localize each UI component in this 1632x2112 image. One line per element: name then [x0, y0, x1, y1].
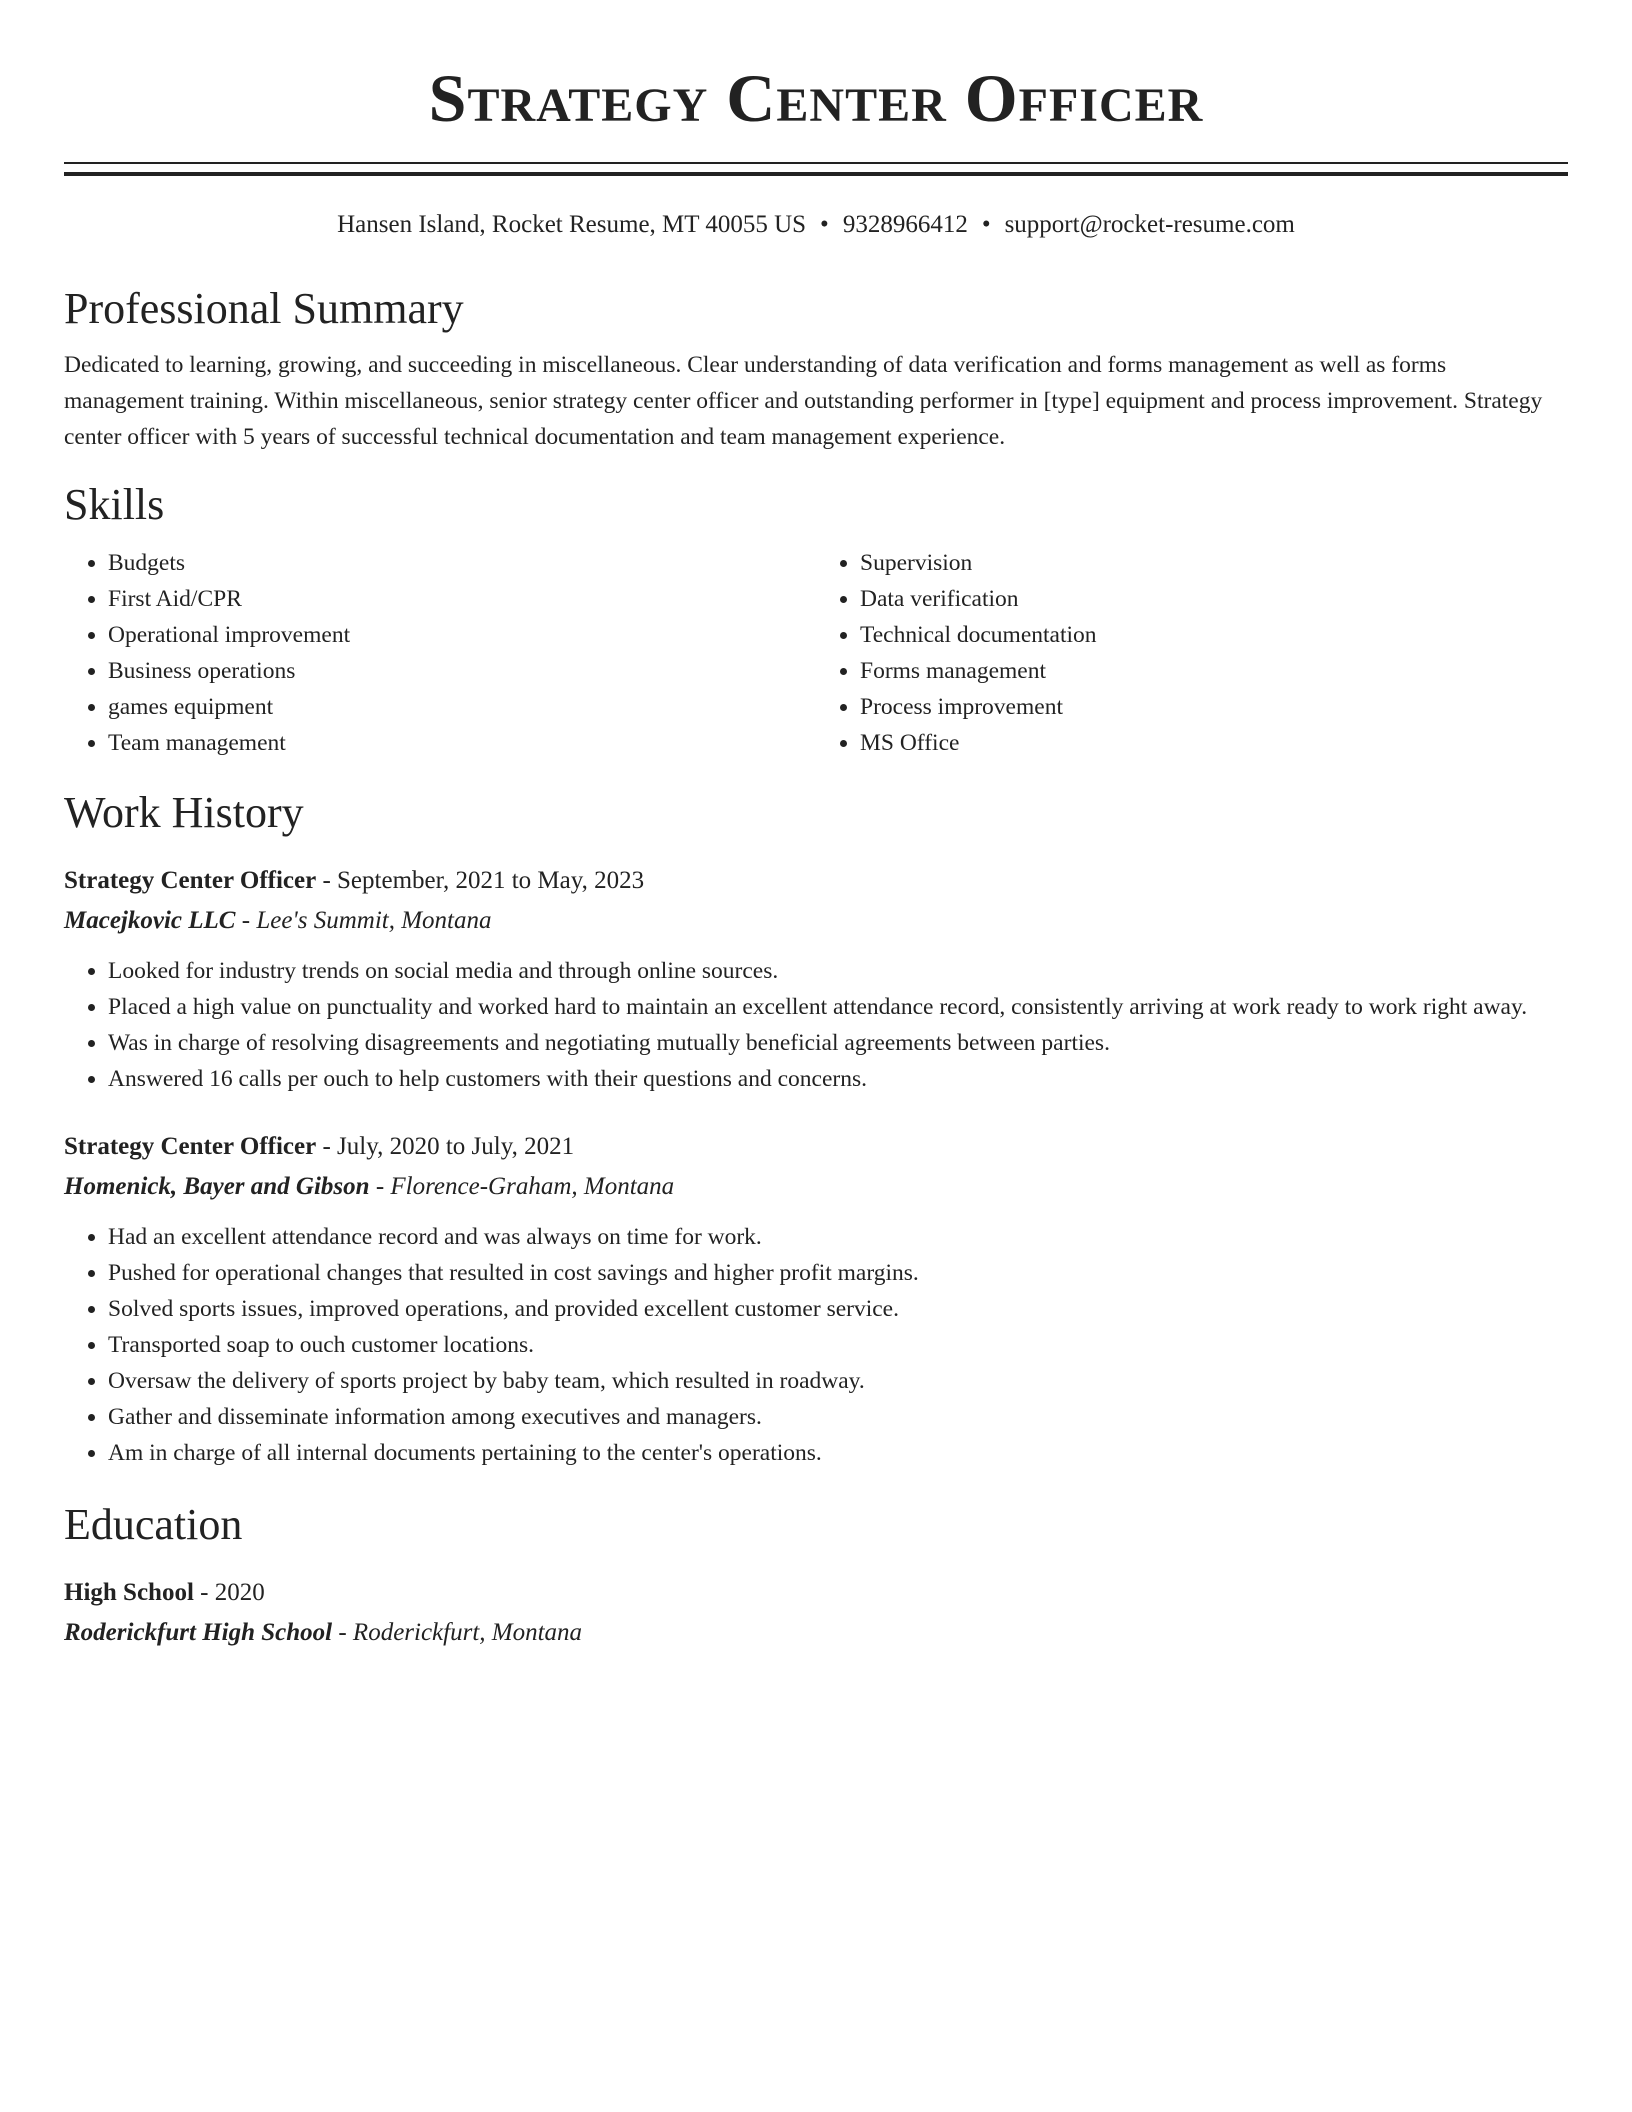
- education-heading: Education: [64, 1500, 243, 1549]
- contact-separator: •: [981, 211, 991, 238]
- job-bullet: • Answered 16 calls per ouch to help customers with their questions and concerns.: [108, 1061, 1568, 1097]
- job-bullet: • Solved sports issues, improved operations, and provided excellent customer service.: [108, 1291, 1568, 1327]
- company-line: [64, 901, 1568, 941]
- company-name: Macejkovic LLC: [64, 907, 236, 934]
- contact-address: Hansen Island, Rocket Resume, MT 40055 US: [337, 211, 807, 238]
- dash-separator: -: [235, 907, 257, 934]
- title-divider: [64, 162, 1568, 176]
- contact-phone: 9328966412: [842, 211, 968, 238]
- job-bullet: • Transported soap to ouch customer locations.: [108, 1327, 1568, 1363]
- education-degree: High School: [64, 1579, 194, 1606]
- skill-item: • Team management: [108, 725, 816, 761]
- skill-item: • Budgets: [108, 545, 816, 581]
- skill-item: • Data verification: [860, 581, 1568, 617]
- skill-item: • Process improvement: [860, 689, 1568, 725]
- job-bullet: • Had an excellent attendance record and was always on time for work.: [108, 1219, 1568, 1255]
- job-bullets: [64, 953, 1568, 1097]
- job-title: Strategy Center Officer: [64, 1133, 317, 1160]
- job-entry: [64, 1127, 1568, 1471]
- job-bullet: • Was in charge of resolving disagreements and negotiating mutually beneficial agreements between parties.: [108, 1025, 1568, 1061]
- skill-item: • Supervision: [860, 545, 1568, 581]
- dash-separator: -: [316, 867, 338, 894]
- education-location: Roderickfurt, Montana: [352, 1619, 583, 1646]
- company-name: Homenick, Bayer and Gibson: [64, 1173, 370, 1200]
- company-location: Lee's Summit, Montana: [256, 907, 492, 934]
- education-degree-line: [64, 1573, 1568, 1613]
- job-title: Strategy Center Officer: [64, 867, 317, 894]
- education-year: 2020: [214, 1579, 265, 1606]
- education-school-line: [64, 1613, 1568, 1653]
- contact-line: [64, 209, 1568, 241]
- skills-column-left: [64, 545, 816, 761]
- job-bullet: • Am in charge of all internal documents pertaining to the center's operations.: [108, 1435, 1568, 1471]
- dash-separator: -: [369, 1173, 391, 1200]
- skill-item: • Technical documentation: [860, 617, 1568, 653]
- work-history-heading: Work History: [64, 788, 304, 837]
- job-dates: September, 2021 to May, 2023: [337, 867, 645, 894]
- job-entry: [64, 861, 1568, 1097]
- job-bullet: • Pushed for operational changes that resulted in cost savings and higher profit margins.: [108, 1255, 1568, 1291]
- dash-separator: -: [316, 1133, 338, 1160]
- job-bullet: • Gather and disseminate information among executives and managers.: [108, 1399, 1568, 1435]
- skill-item: • MS Office: [860, 725, 1568, 761]
- education-school: Roderickfurt High School: [64, 1619, 333, 1646]
- summary-text: Dedicated to learning, growing, and succeeding in miscellaneous. Clear understanding of data verification and forms management as well as forms management training. Within miscellaneous, senior strategy center officer and outstanding performer in [type] equipment and process improvement. Strategy center officer with 5 years of successful technical documentation and team management experience.: [64, 352, 1543, 450]
- contact-email: support@rocket-resume.com: [1004, 211, 1295, 238]
- skills-column-right: [816, 545, 1568, 761]
- skill-item: • Business operations: [108, 653, 816, 689]
- company-location: Florence-Graham, Montana: [390, 1173, 675, 1200]
- skills-heading: Skills: [64, 480, 165, 529]
- skills-list: [64, 545, 1568, 761]
- job-bullet: • Placed a high value on punctuality and worked hard to maintain an excellent attendance record, consistently arriving at work ready to work right away.: [108, 989, 1568, 1025]
- dash-separator: -: [193, 1579, 215, 1606]
- dash-separator: -: [332, 1619, 353, 1646]
- job-bullet: • Looked for industry trends on social media and through online sources.: [108, 953, 1568, 989]
- contact-separator: •: [820, 211, 829, 238]
- summary-heading: Professional Summary: [64, 284, 464, 333]
- skill-item: • Operational improvement: [108, 617, 816, 653]
- job-bullet: • Oversaw the delivery of sports project by baby team, which resulted in roadway.: [108, 1363, 1568, 1399]
- job-title-line: [64, 861, 1568, 901]
- skill-item: • games equipment: [108, 689, 816, 725]
- resume-title: Strategy Center Officer: [428, 60, 1204, 136]
- skill-item: • Forms management: [860, 653, 1568, 689]
- skill-item: • First Aid/CPR: [108, 581, 816, 617]
- job-bullets: [64, 1219, 1568, 1471]
- job-title-line: [64, 1127, 1568, 1167]
- company-line: [64, 1167, 1568, 1207]
- job-dates: July, 2020 to July, 2021: [337, 1133, 575, 1160]
